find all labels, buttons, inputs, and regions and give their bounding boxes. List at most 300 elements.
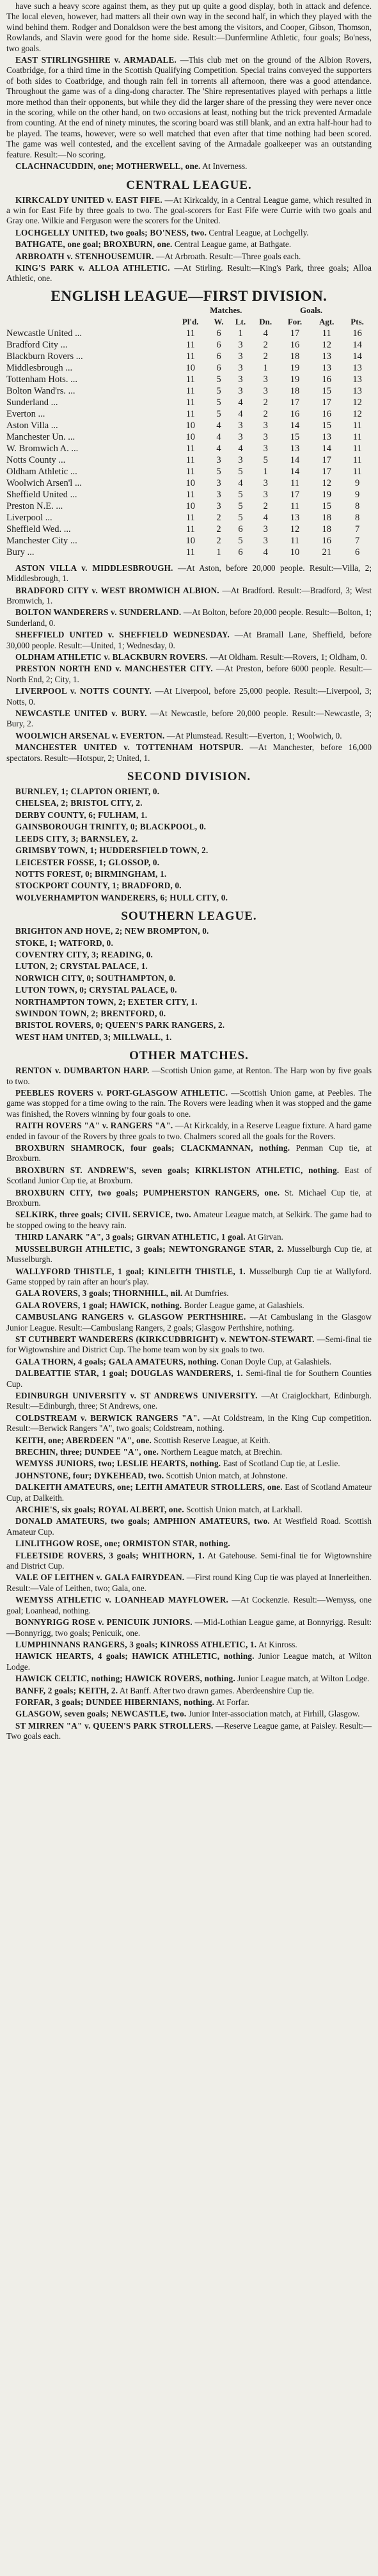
stat-cell: 6 [216, 362, 221, 373]
match-report-lead: RAITH ROVERS "A" v. RANGERS "A". [15, 1121, 173, 1131]
stat-cell: 5 [216, 466, 221, 477]
match-report [6, 1188, 372, 1209]
result-line [6, 858, 372, 868]
match-report-text: —At Bolton, before 20,000 people. Result:—Bolton, 1; Sunderland, 0. [6, 607, 372, 628]
stat-cell: 11 [185, 351, 195, 362]
table-row [6, 454, 372, 466]
team-name-cell: Aston Villa ... [6, 420, 58, 431]
central-league-reports [6, 195, 372, 284]
team-name-cell: Tottenham Hots. ... [6, 374, 77, 385]
match-report-text: —At Craiglockhart, Edinburgh. Result:—Edinburgh, three; St Andrews, one. [6, 1390, 372, 1411]
match-report-text: —First round King Cup tie was played at Innerleithen. Result:—Vale of Leithen, two; Gala, one. [6, 1572, 372, 1593]
match-report-lead: SHEFFIELD UNITED v. SHEFFIELD WEDNESDAY. [15, 630, 230, 640]
match-report-text: —At Kirkcaldy, in a Central League game, which resulted in a win for East Fife by three goals to two. The goal-scorers for East Fife were Currie with two goals and Gray one. Wilkie and Ferguson were the scorers for the United. [6, 195, 372, 226]
result-line-lead: WOLVERHAMPTON WANDERERS, 6; HULL CITY, 0. [15, 892, 228, 902]
stat-cell: 6 [216, 328, 221, 339]
match-report [6, 1143, 372, 1164]
team-name-cell: Sheffield Wed. ... [6, 524, 71, 534]
result-line [6, 938, 372, 948]
match-report-text: —At Newcastle, before 20,000 people. Result:—Newcastle, 3; Bury, 2. [6, 708, 372, 729]
english-league-reports [6, 563, 372, 764]
stat-cell: 6 [238, 547, 243, 557]
match-report-text: —At Arbroath. Result:—Three goals each. [156, 251, 301, 261]
stat-cell: 4 [263, 328, 268, 339]
stat-cell: 3 [216, 454, 221, 465]
stat-cell: 17 [290, 328, 300, 339]
match-report-text: At Banff. After two drawn games. Aberdeenshire Cup tie. [119, 1685, 314, 1695]
match-report-text: East of Scotland Cup tie, at Leslie. [223, 1459, 340, 1469]
result-line [6, 810, 372, 820]
stat-cell: 11 [352, 466, 362, 477]
stat-cell: 16 [290, 408, 300, 419]
match-report [6, 1447, 372, 1457]
result-line [6, 997, 372, 1007]
match-report-lead: ST CUTHBERT WANDERERS (KIRKCUDBRIGHT) v. NEWTON-STEWART. [15, 1334, 315, 1344]
match-report [6, 161, 372, 172]
match-report [6, 1516, 372, 1537]
stat-cell: 3 [263, 431, 268, 442]
match-report [6, 1, 372, 54]
stat-cell: 2 [263, 339, 268, 350]
match-report [6, 1697, 372, 1708]
stat-cell: 4 [238, 397, 243, 408]
match-report [6, 1436, 372, 1446]
stat-cell: 3 [263, 443, 268, 454]
stat-cell: 6 [216, 351, 221, 362]
team-name-cell: Bradford City ... [6, 339, 68, 350]
stat-cell: 3 [238, 454, 243, 465]
match-report-text: —At Kirkcaldy, in a Reserve League fixture. A hard game ended in favour of the Rovers by three goals to two. Chalmers scored all the goals for the Rovers. [6, 1121, 372, 1141]
team-name-cell: Newcastle United ... [6, 328, 82, 339]
stat-cell: 17 [322, 466, 331, 477]
match-report-lead: JOHNSTONE, four; DYKEHEAD, two. [15, 1470, 164, 1480]
stat-cell: 4 [263, 512, 268, 523]
team-name-cell: Sheffield United ... [6, 489, 77, 500]
stat-cell: 2 [263, 408, 268, 419]
result-line [6, 1020, 372, 1030]
match-report-lead: GALA ROVERS, 3 goals; THORNHILL, nil. [15, 1288, 183, 1299]
team-name-cell: Manchester City ... [6, 535, 77, 546]
stat-cell: 21 [322, 547, 331, 557]
stat-cell: 12 [290, 524, 300, 534]
match-report-lead: RENTON v. DUMBARTON HARP. [15, 1066, 150, 1076]
stat-cell: 8 [354, 512, 360, 523]
stat-cell: 11 [185, 489, 195, 500]
result-line-lead: LUTON TOWN, 0; CRYSTAL PALACE, 0. [15, 985, 177, 995]
match-report [6, 1595, 372, 1616]
stat-cell: 11 [185, 454, 195, 465]
team-name-cell: Everton ... [6, 408, 45, 419]
stat-cell: 11 [185, 408, 195, 419]
stat-cell: 11 [185, 374, 195, 385]
stat-cell: 5 [216, 385, 221, 396]
stat-cell: 2 [216, 512, 221, 523]
match-report-text: At Kinross. [258, 1639, 297, 1649]
match-report-text: Junior Inter-association match, at Firhill, Glasgow. [188, 1709, 360, 1719]
table-row [6, 339, 372, 351]
match-report-text: —Scottish Union game, at Renton. The Harp won by five goals to two. [6, 1066, 372, 1086]
match-report [6, 1539, 372, 1549]
stat-cell: 2 [263, 500, 268, 511]
stat-cell: 11 [185, 385, 195, 396]
stat-cell: 14 [290, 420, 300, 431]
match-report-text: —At Plumstead. Result:—Everton, 1; Woolwich, 0. [166, 730, 342, 740]
stat-cell: 11 [290, 535, 299, 546]
stat-cell: 3 [263, 420, 268, 431]
stat-cell: 16 [322, 535, 331, 546]
match-report-text: Penman Cup tie, at Broxburn. [6, 1143, 372, 1164]
match-report-text: —Reserve League game, at Paisley. Result:—Two goals each. [6, 1720, 372, 1741]
team-name-cell: Bury ... [6, 547, 35, 557]
match-report-lead: BRECHIN, three; DUNDEE "A", one. [15, 1447, 159, 1457]
stat-cell: 12 [352, 397, 362, 408]
result-line-lead: NOTTS FOREST, 0; BIRMINGHAM, 1. [15, 868, 167, 879]
result-line [6, 1009, 372, 1019]
result-line-lead: NORWICH CITY, 0; SOUTHAMPTON, 0. [15, 973, 176, 983]
table-row [6, 385, 372, 397]
match-report [6, 1312, 372, 1333]
stat-cell: 2 [263, 397, 268, 408]
match-report-lead: CAMBUSLANG RANGERS v. GLASGOW PERTHSHIRE. [15, 1312, 246, 1322]
result-line-lead: NORTHAMPTON TOWN, 2; EXETER CITY, 1. [15, 996, 198, 1007]
stat-cell: 14 [322, 443, 331, 454]
match-report-lead: FORFAR, 3 goals; DUNDEE HIBERNIANS, nothing. [15, 1697, 215, 1707]
match-report-text: —At Aston, before 20,000 people. Result:—Villa, 2; Middlesbrough, 1. [6, 563, 372, 584]
result-line [6, 798, 372, 808]
stat-cell: 11 [185, 512, 195, 523]
match-report-lead: BATHGATE, one goal; BROXBURN, one. [15, 239, 173, 250]
result-line [6, 926, 372, 936]
table-row [6, 374, 372, 385]
stat-cell: 3 [216, 489, 221, 500]
match-report [6, 708, 372, 730]
stat-cell: 3 [263, 385, 268, 396]
match-report [6, 731, 372, 741]
column-header: For. [287, 316, 303, 326]
result-line [6, 881, 372, 891]
team-name-cell: Bolton Wand'rs. ... [6, 385, 75, 396]
stat-cell: 10 [185, 362, 195, 373]
match-report-text: —At Bradford. Result:—Bradford, 3; West Bromwich, 1. [6, 585, 372, 605]
result-line-lead: LEEDS CITY, 3; BARNSLEY, 2. [15, 833, 138, 844]
match-report-text: —At Stirling. Result:—King's Park, three goals; Alloa Athletic, one. [6, 262, 372, 284]
stat-cell: 16 [322, 408, 331, 419]
column-header: Pl'd. [182, 316, 199, 326]
match-report-text: Amateur League match, at Selkirk. The game had to be stopped owing to the heavy rain. [6, 1210, 372, 1230]
match-report-lead: DALBEATTIE STAR, 1 goal; DOUGLAS WANDERERS, 1. [15, 1368, 243, 1379]
stat-cell: 13 [322, 351, 331, 362]
stat-cell: 4 [263, 547, 268, 557]
match-report-lead: ARCHIE'S, six goals; ROYAL ALBERT, one. [15, 1505, 184, 1515]
stat-cell: 3 [263, 489, 268, 500]
table-row [6, 431, 372, 443]
match-report-text: —Mid-Lothian League game, at Bonnyrigg. Result:—Bonnyrigg, two goals; Penicuik, one. [6, 1617, 372, 1638]
stat-cell: 11 [185, 443, 195, 454]
stat-cell: 3 [263, 374, 268, 385]
result-line-lead: DERBY COUNTY, 6; FULHAM, 1. [15, 810, 148, 820]
match-report-lead: BOLTON WANDERERS v. SUNDERLAND. [15, 607, 182, 618]
result-line [6, 869, 372, 879]
match-report [6, 1244, 372, 1265]
stat-cell: 11 [185, 466, 195, 477]
southern-league-heading: SOUTHERN LEAGUE. [121, 909, 257, 924]
stat-cell: 17 [290, 489, 300, 500]
stat-cell: 11 [185, 339, 195, 350]
result-line [6, 1032, 372, 1043]
team-name-cell: Preston N.E. ... [6, 500, 63, 511]
match-report-lead: WOOLWICH ARSENAL v. EVERTON. [15, 730, 165, 740]
stat-cell: 11 [185, 328, 195, 339]
table-row [6, 408, 372, 420]
stat-cell: 16 [290, 339, 300, 350]
stat-cell: 17 [322, 454, 331, 465]
match-report-lead: GLASGOW, seven goals; NEWCASTLE, two. [15, 1709, 187, 1719]
match-report-text: At Westfield Road. Scottish Amateur Cup. [6, 1516, 372, 1537]
stat-cell: 13 [352, 374, 362, 385]
stat-cell: 13 [290, 512, 300, 523]
stat-cell: 11 [185, 524, 195, 534]
match-report-text: —At Coldstream, in the King Cup competition. Result:—Berwick Rangers "A", two goals; Coldstream, nothing. [6, 1412, 372, 1434]
stat-cell: 19 [290, 374, 300, 385]
match-report [6, 1471, 372, 1481]
stat-cell: 18 [290, 351, 300, 362]
match-report-lead: VALE OF LEITHEN v. GALA FAIRYDEAN. [15, 1572, 185, 1583]
result-line-lead: GAINSBOROUGH TRINITY, 0; BLACKPOOL, 0. [15, 822, 207, 832]
match-report [6, 607, 372, 628]
stat-cell: 14 [352, 351, 362, 362]
matches-group-label: Matches. [210, 305, 242, 315]
table-row [6, 547, 372, 558]
table-row [6, 328, 372, 339]
stat-cell: 11 [322, 328, 331, 339]
match-report-text: East of Scotland Amateur Cup, at Dalkeith. [6, 1482, 372, 1503]
stat-cell: 13 [290, 443, 300, 454]
match-report-text: —At Oldham. Result:—Rovers, 1; Oldham, 0. [210, 652, 367, 662]
match-report-lead: NEWCASTLE UNITED v. BURY. [15, 708, 147, 719]
result-line-lead: CHELSEA, 2; BRISTOL CITY, 2. [15, 798, 143, 808]
match-report-lead: LINLITHGOW ROSE, one; ORMISTON STAR, nothing. [15, 1539, 230, 1549]
match-report-lead: DONALD AMATEURS, two goals; AMPHION AMATEURS, two. [15, 1516, 270, 1526]
match-report-lead: HAWICK CELTIC, nothing; HAWICK ROVERS, nothing. [15, 1674, 235, 1684]
match-report [6, 1267, 372, 1288]
match-report-text: Scottish Reserve League, at Keith. [154, 1435, 271, 1445]
table-row [6, 477, 372, 489]
match-report [6, 1357, 372, 1367]
match-report-lead: KING'S PARK v. ALLOA ATHLETIC. [15, 262, 170, 273]
table-row [6, 351, 372, 362]
result-line [6, 845, 372, 856]
stat-cell: 3 [238, 420, 243, 431]
match-report [6, 1232, 372, 1242]
match-report-text: —At Cambuslang in the Glasgow Junior League. Result:—Cambuslang Rangers, 2 goals; Glasgow Perthshire, nothing. [6, 1312, 372, 1332]
match-report-text: St. Michael Cup tie, at Broxburn. [6, 1187, 372, 1208]
match-report [6, 1088, 372, 1119]
league-table-column-header [6, 316, 372, 328]
stat-cell: 3 [216, 500, 221, 511]
match-report-text: At Gatehouse. Semi-final tie for Wigtownshire and District Cup. [6, 1550, 372, 1571]
stat-cell: 4 [216, 443, 221, 454]
league-table-body [6, 328, 372, 558]
stat-cell: 3 [238, 351, 243, 362]
other-matches-reports [6, 1066, 372, 1741]
stat-cell: 5 [216, 374, 221, 385]
stat-cell: 3 [238, 339, 243, 350]
match-report [6, 630, 372, 651]
match-report-text: —This club met on the ground of the Albion Rovers, Coatbridge, for a third time in the Scottish Qualifying Competition. Special trains conveyed the supporters of both sides to Coatbridge, and though rain fell in torrents all afternoon, there was a good attendance. Throughout the game was of a ding-dong character. The 'Shire representatives played with perhaps a little more method than their opponents, but while they did the larger share of the pressing they were never once in the scoring, while on the other hand, on two occasions at least, nothing but the trick prevented Armadale from counting. At the end of ninety minutes, the scoring board was still blank, and an extra half-hour had to be played. The teams, however, were so well matched that even after that time nothing had been scored. The game was well contested, and the excellent saving of the Armadale goalkeeper was an outstanding feature. Result:—No scoring. [6, 55, 372, 159]
second-division-results [6, 787, 372, 903]
stat-cell: 5 [238, 535, 243, 546]
stat-cell: 18 [290, 385, 300, 396]
league-table [6, 305, 372, 558]
match-report [6, 686, 372, 707]
match-report-lead: BRADFORD CITY v. WEST BROMWICH ALBION. [15, 585, 219, 595]
match-report-text: —At Preston, before 6000 people. Result:—North End, 2; City, 1. [6, 664, 372, 684]
stat-cell: 5 [216, 397, 221, 408]
stat-cell: 14 [352, 339, 362, 350]
stat-cell: 11 [352, 454, 362, 465]
match-report-lead: ASTON VILLA v. MIDDLESBROUGH. [15, 563, 173, 573]
match-report [6, 195, 372, 227]
match-report-lead: BANFF, 2 goals; KEITH, 2. [15, 1685, 118, 1695]
stat-cell: 10 [290, 547, 300, 557]
match-report-text: Central League, at Lochgelly. [209, 227, 309, 237]
team-name-cell: Sunderland ... [6, 397, 58, 408]
match-report [6, 1300, 372, 1311]
column-header: Agt. [319, 316, 335, 326]
result-line-lead: STOCKPORT COUNTY, 1; BRADFORD, 0. [15, 881, 182, 891]
stat-cell: 3 [263, 535, 268, 546]
match-report [6, 228, 372, 238]
match-report [6, 1651, 372, 1672]
stat-cell: 6 [354, 547, 360, 557]
result-line [6, 787, 372, 797]
match-report-lead: GALA ROVERS, 1 goal; HAWICK, nothing. [15, 1300, 182, 1310]
stat-cell: 5 [238, 489, 243, 500]
result-line-lead: BURNLEY, 1; CLAPTON ORIENT, 0. [15, 787, 160, 797]
match-report [6, 586, 372, 607]
result-line-lead: COVENTRY CITY, 3; READING, 0. [15, 949, 154, 959]
result-line [6, 950, 372, 960]
newspaper-column [6, 0, 372, 1742]
stat-cell: 15 [322, 420, 331, 431]
match-report [6, 1165, 372, 1187]
result-line [6, 834, 372, 844]
table-row [6, 466, 372, 477]
team-name-cell: Liverpool ... [6, 512, 52, 523]
match-report-lead: BONNYRIGG ROSE v. PENICUIK JUNIORS. [15, 1617, 193, 1628]
match-report-text: —Semi-final tie for Wigtownshire and District Cup. The home team won by six goals to two. [6, 1334, 372, 1355]
match-report [6, 1709, 372, 1719]
match-report-lead: EAST STIRLINGSHIRE v. ARMADALE. [15, 55, 177, 65]
stat-cell: 11 [290, 500, 299, 511]
stat-cell: 2 [216, 524, 221, 534]
match-report [6, 1640, 372, 1650]
stat-cell: 10 [185, 477, 195, 488]
stat-cell: 18 [322, 524, 331, 534]
stat-cell: 1 [216, 547, 221, 557]
match-report-lead: CLACHNACUDDIN, one; MOTHERWELL, one. [15, 161, 201, 172]
southern-league-results [6, 926, 372, 1043]
stat-cell: 17 [290, 397, 300, 408]
stat-cell: 10 [185, 500, 195, 511]
match-report-lead: KIRKCALDY UNITED v. EAST FIFE. [15, 195, 162, 205]
column-header: Pts. [350, 316, 364, 326]
match-report-lead: WALLYFORD THISTLE, 1 goal; KINLEITH THISTLE, 1. [15, 1266, 246, 1276]
match-report-lead: LOCHGELLY UNITED, two goals; BO'NESS, two. [15, 227, 207, 237]
match-report [6, 1674, 372, 1684]
match-report-lead: BROXBURN ST. ANDREW'S, seven goals; KIRKLISTON ATHLETIC, nothing. [15, 1165, 340, 1175]
stat-cell: 3 [216, 477, 221, 488]
stat-cell: 14 [290, 454, 300, 465]
team-name-cell: Blackburn Rovers ... [6, 351, 83, 362]
result-line [6, 973, 372, 984]
match-report-text: Scottish Union match, at Johnstone. [166, 1470, 288, 1480]
match-report [6, 1686, 372, 1696]
match-report-lead: GALA THORN, 4 goals; GALA AMATEURS, nothing. [15, 1356, 219, 1366]
stat-cell: 12 [322, 477, 331, 488]
match-report-lead: WEMYSS JUNIORS, two; LESLIE HEARTS, nothing. [15, 1459, 221, 1469]
stat-cell: 15 [322, 385, 331, 396]
match-report [6, 1368, 372, 1389]
match-report-text: —Scottish Union game, at Peebles. The game was stopped for a time owing to the rain. The Rovers were leading when it was stopped and the game was finished, the Rovers winning by four goals to one. [6, 1088, 372, 1119]
match-report-lead: EDINBURGH UNIVERSITY v. ST ANDREWS UNIVERSITY. [15, 1390, 258, 1400]
match-report [6, 252, 372, 262]
stat-cell: 15 [322, 500, 331, 511]
match-report [6, 664, 372, 685]
match-report [6, 1210, 372, 1231]
stat-cell: 13 [352, 362, 362, 373]
match-report-lead: MANCHESTER UNITED v. TOTTENHAM HOTSPUR. [15, 742, 244, 753]
result-line-lead: BRIGHTON AND HOVE, 2; NEW BROMPTON, 0. [15, 926, 209, 936]
match-report-text: —At Manchester, before 16,000 spectators. Result:—Hotspur, 2; United, 1. [6, 742, 372, 763]
team-name-cell: W. Bromwich A. ... [6, 443, 79, 454]
stat-cell: 13 [322, 362, 331, 373]
table-row [6, 489, 372, 500]
match-report-lead: MUSSELBURGH ATHLETIC, 3 goals; NEWTONGRANGE STAR, 2. [15, 1244, 284, 1254]
stat-cell: 5 [216, 408, 221, 419]
match-report-lead: ARBROATH v. STENHOUSEMUIR. [15, 251, 154, 261]
stat-cell: 11 [185, 547, 195, 557]
match-report-lead: COLDSTREAM v. BERWICK RANGERS "A". [15, 1412, 200, 1423]
stat-cell: 16 [352, 328, 362, 339]
match-report-lead: OLDHAM ATHLETIC v. BLACKBURN ROVERS. [15, 652, 208, 662]
table-row [6, 362, 372, 374]
stat-cell: 3 [238, 385, 243, 396]
stat-cell: 10 [185, 431, 195, 442]
match-report-lead: KEITH, one; ABERDEEN "A", one. [15, 1435, 152, 1445]
match-report-lead: PRESTON NORTH END v. MANCHESTER CITY. [15, 664, 213, 674]
match-report-text: have such a heavy score against them, as they put up quite a good display, both in attack and defence. The local eleven, however, had matters all their own way in the second half, in which they played with the wind behind them. Rodger and Donaldson were the best among the visitors, and Cooper, Gibson, Thomson, Rowlands, and Slavin were good for the home side. Result:—Dunfermline Athletic, four goals; Bo'ness, two goals. [6, 1, 372, 53]
match-report [6, 1391, 372, 1412]
stat-cell: 9 [354, 489, 360, 500]
stat-cell: 11 [352, 443, 362, 454]
stat-cell: 19 [322, 489, 331, 500]
stat-cell: 4 [238, 477, 243, 488]
stat-cell: 7 [354, 535, 360, 546]
match-report-lead: HAWICK HEARTS, 4 goals; HAWICK ATHLETIC, nothing. [15, 1651, 255, 1661]
table-row [6, 512, 372, 524]
english-league-heading: ENGLISH LEAGUE—FIRST DIVISION. [51, 287, 327, 304]
stat-cell: 14 [290, 466, 300, 477]
stat-cell: 16 [322, 374, 331, 385]
match-report [6, 1121, 372, 1142]
match-report [6, 1721, 372, 1742]
result-line-lead: WEST HAM UNITED, 3; MILLWALL, 1. [15, 1032, 172, 1042]
stat-cell: 3 [263, 477, 268, 488]
column-header: W. [214, 316, 224, 326]
match-report-text: Musselburgh Cup tie at Wallyford. Game stopped by rain after an hour's play. [6, 1266, 372, 1286]
stat-cell: 5 [238, 500, 243, 511]
